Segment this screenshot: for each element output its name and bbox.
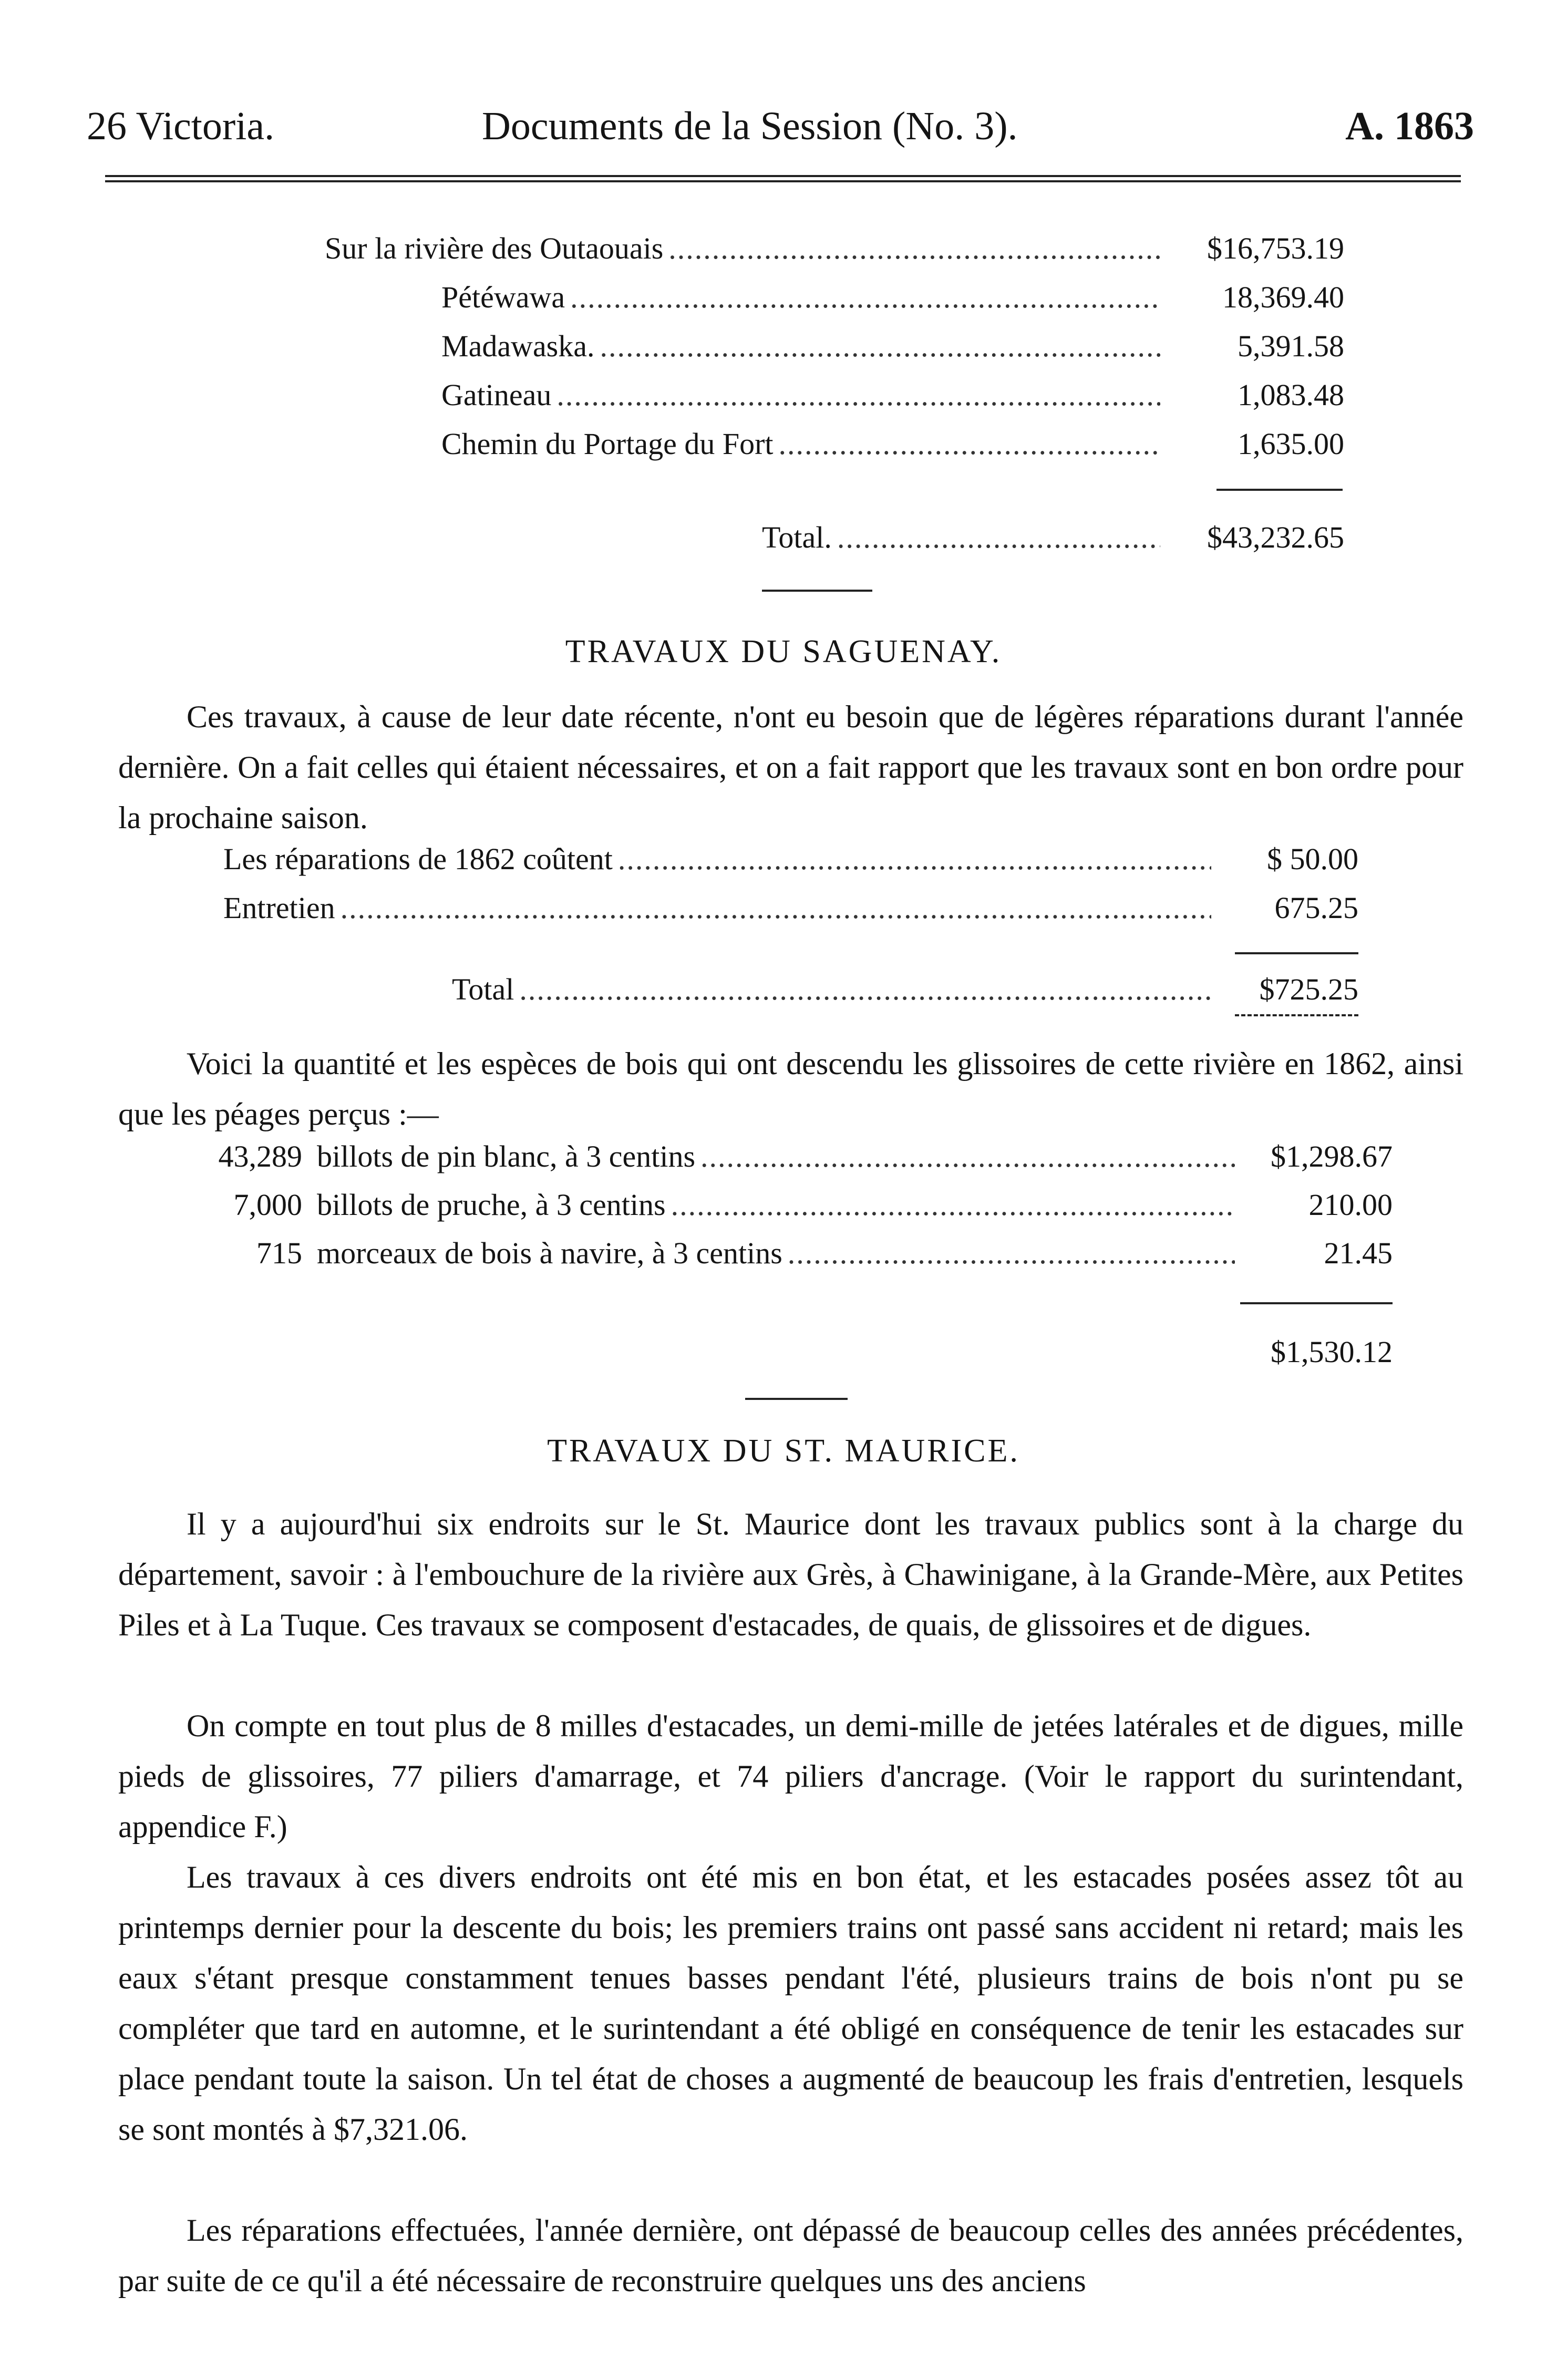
st-maurice-paragraph-2: On compte en tout plus de 8 milles d'estacades, un demi-mille de jetées latérales et de digues, mille pieds de glissoires, 77 piliers d'amarrage, et 74 piliers d'ancrage. (Voir le rapport du surintendant, appendice F.) — [118, 1708, 1463, 1844]
total-label: Total — [452, 972, 514, 1006]
timber-label: billots de pruche, à 3 centins — [317, 1188, 666, 1222]
row-label: Madawaska. — [441, 329, 595, 363]
leader-dots — [600, 324, 1160, 369]
header-title: Documents de la Session (No. 3). — [482, 104, 1018, 148]
sum-rule — [1240, 1302, 1393, 1304]
st-maurice-paragraph-1: Il y a aujourd'hui six endroits sur le St. Maurice dont les travaux publics sont à la charge du département, savoir : à l'embouchure de la rivière aux Grès, à Chawinigane, à la Grande-Mère, aux Petites Piles et à La Tuque. Ces travaux se composent d'estacades, de quais, de glissoires et de digues. — [118, 1507, 1463, 1642]
row-amount: 1,083.48 — [1238, 378, 1344, 412]
row-amount: 18,369.40 — [1222, 280, 1344, 314]
timber-amount: $1,298.67 — [1271, 1139, 1393, 1173]
timber-total-row — [1182, 1330, 1393, 1375]
timber-row — [184, 1182, 1393, 1228]
leader-dots — [668, 226, 1160, 271]
header-year: A. 1863 — [1345, 104, 1474, 148]
total-label: Total. — [762, 520, 832, 554]
header-volume: 26 Victoria. — [87, 104, 275, 148]
row-label: Les réparations de 1862 coûtent — [223, 842, 613, 876]
row-label: Chemin du Portage du Fort — [441, 427, 774, 461]
table-row — [441, 324, 1344, 369]
total-row — [452, 967, 1358, 1012]
timber-total-amount: $1,530.12 — [1271, 1335, 1393, 1369]
leader-dots — [341, 885, 1211, 931]
total-amount: $725.25 — [1259, 972, 1358, 1006]
leader-dots — [556, 373, 1160, 418]
leader-dots — [519, 967, 1211, 1012]
leader-dots — [700, 1134, 1235, 1179]
running-header — [87, 97, 1474, 155]
timber-amount: 21.45 — [1324, 1236, 1393, 1270]
row-label: Entretien — [223, 891, 335, 925]
timber-row — [184, 1134, 1393, 1179]
leader-dots — [618, 837, 1211, 882]
section-divider — [745, 1398, 848, 1400]
row-amount: 1,635.00 — [1238, 427, 1344, 461]
table-row — [441, 421, 1344, 467]
row-amount: 5,391.58 — [1238, 329, 1344, 363]
total-row — [762, 515, 1344, 560]
timber-label: morceaux de bois à navire, à 3 centins — [317, 1236, 782, 1270]
row-label: Pétéwawa — [441, 280, 565, 314]
row-amount: 675.25 — [1274, 891, 1358, 925]
row-amount: $16,753.19 — [1207, 231, 1344, 265]
section-heading-st-maurice: TRAVAUX DU ST. MAURICE. — [547, 1433, 1020, 1469]
timber-label: billots de pin blanc, à 3 centins — [317, 1139, 696, 1173]
section-divider — [762, 590, 872, 592]
timber-amount: 210.00 — [1308, 1188, 1393, 1222]
section-heading-saguenay: TRAVAUX DU SAGUENAY. — [565, 634, 1002, 669]
sum-rule — [1217, 489, 1343, 491]
leader-dots — [788, 1231, 1235, 1276]
table-row — [441, 275, 1344, 320]
timber-qty: 715 — [256, 1236, 302, 1270]
total-amount: $43,232.65 — [1207, 520, 1344, 554]
timber-row — [184, 1231, 1393, 1276]
row-label: Gatineau — [441, 378, 552, 412]
leader-dots — [570, 275, 1160, 320]
saguenay-paragraph: Ces travaux, à cause de leur date récente, n'ont eu besoin que de légères réparations durant l'année dernière. On a fait celles qui étaient nécessaires, et on a fait rapport que les travaux sont en bon ordre pour la prochaine saison. — [118, 699, 1463, 835]
leader-dots — [671, 1182, 1235, 1228]
double-sum-rule — [1235, 1014, 1358, 1016]
table-row — [325, 226, 1344, 271]
row-label: Sur la rivière des Outaouais — [325, 231, 664, 265]
table-row — [223, 885, 1358, 931]
st-maurice-paragraph-3: Les travaux à ces divers endroits ont été mis en bon état, et les estacades posées assez tôt au printemps dernier pour la descente du bois; les premiers trains ont passé sans accident ni retard; mais les eaux s'étant presque constamment tenues basses pendant l'été, plusieurs trains de bois n'ont pu se compléter que tard en automne, et le surintendant a été obligé en conséquence de tenir les estacades sur place pendant toute la saison. Un tel état de choses a augmenté de beaucoup les frais d'entretien, lesquels se sont montés à $7,321.06. — [118, 1860, 1463, 2147]
leader-dots — [779, 421, 1160, 467]
timber-qty: 43,289 — [218, 1139, 302, 1173]
timber-qty: 7,000 — [233, 1188, 302, 1222]
header-double-rule — [105, 175, 1461, 182]
timber-intro-paragraph: Voici la quantité et les espèces de bois qui ont descendu les glissoires de cette rivière en 1862, ainsi que les péages perçus :— — [118, 1046, 1463, 1131]
row-amount: $ 50.00 — [1267, 842, 1358, 876]
st-maurice-paragraph-4: Les réparations effectuées, l'année dernière, ont dépassé de beaucoup celles des années précédentes, par suite de ce qu'il a été nécessaire de reconstruire quelques uns des anciens — [118, 2213, 1463, 2298]
sum-rule — [1235, 952, 1358, 954]
table-row — [441, 373, 1344, 418]
table-row — [223, 837, 1358, 882]
leader-dots — [837, 515, 1160, 560]
